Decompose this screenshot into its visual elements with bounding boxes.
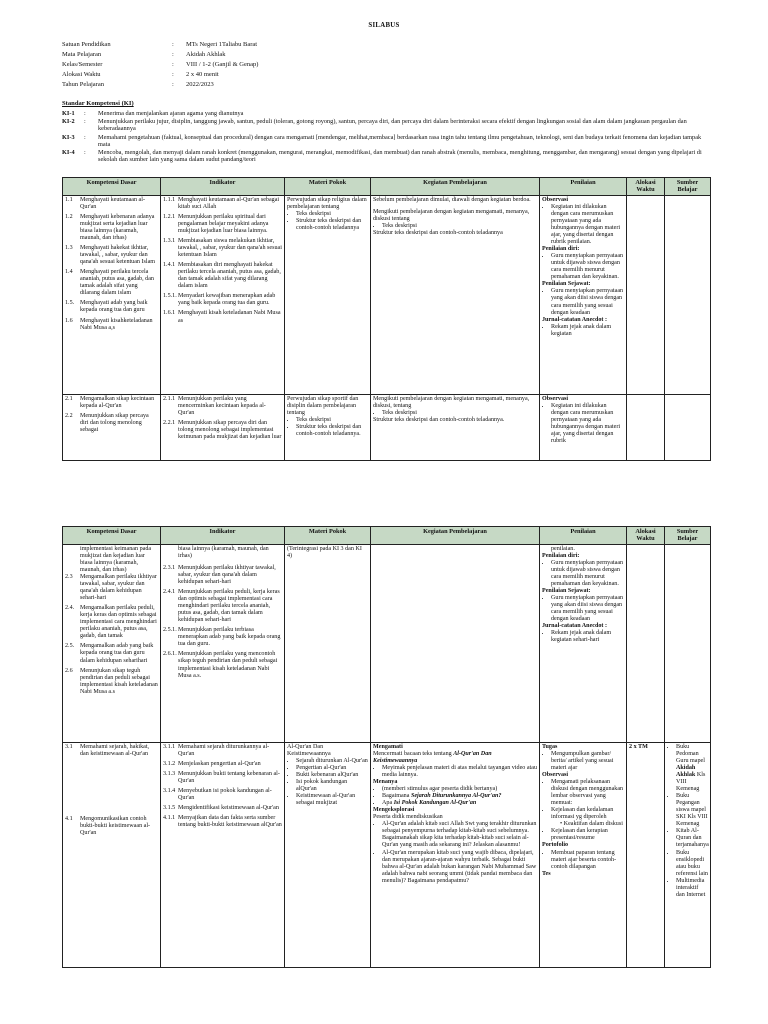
sumber-cell [665,544,711,742]
standar-kompetensi [62,100,710,165]
list-item: 3.1.3 Menunjukkan bukti tentang kebenaran al-Qur'an [163,770,280,784]
list-item: 1.3.1 Membiasakan siswa melakukan ikhtiar, tawakal, , sabar, syukur dan qana'ah sesuai ketentuan Islam [163,237,282,259]
list-item: 1.6 Menghayati kisahketeladanan Nabi Musa a,s [65,317,153,331]
materi-cell: (Terintegrasi pada KI 3 dan KI 4) [285,544,371,742]
list-item: • Mengumpulkan gambar/ berita/ artikel yang sesuai materi ajar [551,751,624,772]
list-item: • Teks deskripsi [382,410,537,417]
list-item: 2.1.1 Menunjukkan perilaku yang mencerminkan kecintaan kepada al-Qur'an [163,395,266,416]
kegiatan-cell: Mengamati Mencermati bacaan teks tentang Al-Qur'an Dan Keistimewaannya • Meyimak penjelasan materi di atas melalui tayangan video atau media lainnya. Menanya • (memberi stimulus agar peserta didik bertanya) • Bagaimana Sejarah Diturunkannya Al-Qur'an? • Apa Isi Pokok Kandungan Al-Qur'an Mengeksplorasi Peserta didik mendiskusikan • Al-Qur'an adalah kitab suci Allah Swt yang terakhir diturunkan sebagai penyempurna terhadap kitab-kitab suci sebelumnya. Bagaimanakah sikap kita terhadap kitab-kitab suci selain al-Qur'an yang masih ada sekarang ini? Jelaskan alasanmu! • Al-Qur'an merupakan kitab suci yang wajib dibaca, dipelajari, dan merupakan ajaran-ajaran wahyu terbaik. Sebagai bukti bahwa al-Qur'an adalah bukan karangan Nabi Muhammad Saw adalah bahwa nabi seorang ummi (tidak pandai membaca dan menulis)? Bagaimana pendapatmu? [371,742,540,967]
column-header: Alokasi Waktu [627,178,665,196]
ki-code: KI-4 [62,149,75,157]
identity-value: MTs Negeri 1Taliabu Barat [186,41,258,48]
table-row [63,544,711,742]
silabus-table-2 [62,526,711,968]
ki-item: KI-1 : Menerima dan menjalankan ajaran agama yang dianutnya [62,110,710,117]
list-item: • Struktur teks deskripsi dan contoh-contoh teladannya. [296,424,368,438]
list-item: • Struktur teks deskripsi dan contoh-contoh teladannya [296,218,368,232]
column-header: Kompetensi Dasar [63,178,161,196]
identity-label: Kelas/Semester [62,61,103,68]
list-item: 1.4 Menghayati perilaku tercela ananiah, putus asa, gadab, dan tamak adalah sifat yang dilarang dalam islam [65,269,154,297]
identity-label: Tahun Pelajaran [62,81,104,88]
list-item: 2.4. Mengamalkan perilaku peduli, kerja keras dan optimis sebagai implementasi cara menghindari perilaku ananiah, putus asa, gadab, dan tamak [65,605,157,640]
list-item: 3.1.4 Menyebutkan isi pokok kandungan al-Qur'an [163,787,272,801]
ki-code: KI-3 [62,133,75,141]
list-item: • Isi pokok kandungan alQur'an [296,779,368,793]
column-header: Indikator [161,527,285,545]
list-item: 2.2.1 Menunjukkan sikap percaya diri dan tolong menolong sebagai implementasi keimunan pada mukjizat dan kejadian luar [163,419,282,440]
alokasi-cell [627,544,665,742]
table-row [63,394,711,460]
list-item: 2.5. Mengamalkan adab yang baik kepada orang tua dan guru dalam kehidupan seharihari [65,643,154,664]
column-header: Sumber Belajar [665,527,711,545]
column-header: Materi Pokok [285,527,371,545]
list-item: • Guru menyiapkan pernyataan untuk dijawab siswa dengan cara memilih menurut pemahaman dan keyakinan. [551,560,624,588]
list-item: 2.2 Menunjukkan sikap percaya diri dan tolong menolong sebagai [65,412,149,433]
kegiatan-cell: Mengikuti pembelajaran dengan kegiatan mengamati, menanya, diskusi, tentang • Teks deskripsi Struktur teks deskripsi dan contoh-contoh teladannya. [371,394,540,460]
column-header: Materi Pokok [285,178,371,196]
sk-heading: Standar Kompetensi (KI) [62,100,134,107]
assessment-heading: Observasi [542,196,569,203]
ki-code: KI-1 [62,109,75,117]
page-title: SILABUS [368,22,400,29]
list-item: • Guru menyiapkan pernyataan yang akan diisi siswa dengan cara memilih yang sesuai dengan keadaan [551,288,624,316]
identity-row: Kelas/Semester : VIII / 1-2 (Ganjil & Genap) [62,61,258,71]
column-header: Alokasi Waktu [627,527,665,545]
ki-text: Menunjukkan perilaku jujur, disiplin, tanggung jawab, santun, peduli (toleran, gotong royong), santun, percaya diri, dan percaya diri dalam berinteraksi secara efektif dengan lingkungan sosial dan alam dalam jangkauan pergaulan dan keberadaannya [98,117,687,133]
indikator-cell [161,195,285,394]
list-item: • Teks deskripsi [382,223,537,230]
list-item: • Pengertian al-Qur'an [296,765,368,772]
assessment-heading: Penilaian Sejawat: [542,281,591,288]
identity-row: Mata Pelajaran : Akidah Akhlak [62,51,258,61]
materi-cell: Perwujudan sikap sportif dan disiplin dalam pembelajaran tentang • Teks deskripsi • Struktur teks deskripsi dan contoh-contoh teladannya. [285,394,371,460]
identity-value: Akidah Akhlak [186,51,226,58]
ki-item: KI-4 : Mencoba, mengolah, dan menyaji dalam ranah konkret (menggunakan, mengurai, merangkai, memodifikasi, dan membuat) dan ranah abstrak (menulis, membaca, menghitung, menggambar, dan mengarang) sesuai dengan yang dipelajari di sekolah dan sumber lain yang sama dalam sudut pandang/teori [62,149,710,164]
list-item: • Kejelasan dan kedalaman informasi yg diperoleh [551,807,624,821]
list-item: 2.4.1 Menunjukkan perilaku peduli, kerja keras dan optimis sebagai implementasi cara menghindari perilaku tercela ananiah, putus asa, gadab, dan tamak dalam kehidupan sehari-hari [163,588,280,624]
ki-text: Memahami pengetahuan (faktual, konseptual dan procedural) dengan cara mengamati [mendengar, melihat,membaca] berdasarkan rasa ingin tahu tentang ilmu pengetahuan, teknologi, seni dan budaya terkait fenomena dan kejadian tampak mata [98,133,702,148]
column-header: Indikator [161,178,285,196]
list-item: 2.3.1 Menunjukkan perilaku ikhtiyar tawakal, sabar, syukur dan qana'ah dalam kehidupan sehari-hari [163,564,276,585]
list-item: • Teks deskripsi [296,211,368,218]
penilaian-cell [540,195,627,394]
list-item: 2.6 Menunjukan sikap teguh pendirian dan peduli sebagai implementasi kisah keteladanan Nabi Musa a.s [65,667,158,695]
list-item: 1.1.1 Menghayati keutamaan al-Qur'an sebagai kitab suci Allah [163,196,280,210]
column-header: Penilaian [540,178,627,196]
assessment-heading: Observasi [542,395,569,402]
penilaian-cell [540,394,627,460]
list-item: 1.5. Menghayati adab yang baik kepada orang tua dan guru [65,300,148,314]
identity-label: Alokasi Waktu [62,71,101,78]
list-item: 1.3 Menghayati hakekat ikhtiar, tawakal, , sabar, syukur dan qana'ah sesuai ketentuan Islam [65,244,156,266]
identity-label: Satuan Pendidikan [62,41,111,48]
list-item: 2.3 Mengamalkan perilaku ikhtiyar tawakal, sabar, syukur dan qana'ah dalam kehidupan sehari-hari [65,573,157,602]
ki-item: KI-2 : Menunjukkan perilaku jujur, disiplin, tanggung jawab, santun, peduli (toleran, gotong royong), santun, percaya diri, dan percaya diri dalam berinteraksi secara efektif dengan lingkungan sosial dan alam dalam jangkauan pergaulan dan keberadaannya [62,118,710,133]
identity-value: VIII / 1-2 (Ganjil & Genap) [186,61,259,68]
list-item: • Rekam jejak anak dalam kegiatan [551,324,624,338]
alokasi-cell: 2 x TM [627,742,665,967]
alokasi-cell [627,394,665,460]
assessment-heading: Penilaian diri: [542,246,580,253]
ki-item: KI-3 : Memahami pengetahuan (faktual, konseptual dan procedural) dengan cara mengamati [mendengar, melihat,membaca] berdasarkan rasa ingin tahu tentang ilmu pengetahuan, teknologi, seni dan budaya terkait fenomena dan kejadian tampak mata [62,134,710,149]
identity-row: Tahun Pelajaran : 2022/2023 [62,81,258,91]
list-item: 3.1.5 Mengidentifikasi keistimewaan al-Qur'an [163,805,279,812]
identity-value: 2 x 40 menit [186,71,219,78]
list-item: 2.6.1. Menunjukkan perilaku yang mencontoh sikap teguh pendirian dan peduli sebagai implementasi kisah keteladanan Nabi Musa a.s. [163,651,278,679]
identity-label: Mata Pelajaran [62,51,102,58]
ki-text: Menerima dan menjalankan ajaran agama yang dianutnya [98,109,244,117]
list-item: 1.5.1. Menyadari kewajiban menerapkan adab yang baik kepada orang tua dan guru. [163,293,276,307]
indikator-cell: biasa lainnya (karamah, maunah, dan irhas) 2.3.1 Menunjukkan perilaku ikhtiyar tawakal, sabar, syukur dan qana'ah dalam kehidupan sehari-hari 2.4.1 Menunjukkan perilaku peduli, kerja keras dan optimis sebagai implementasi cara menghindari perilaku tercela ananiah, putus asa, gadab, dan tamak dalam kehidupan sehari-hari 2.5.1. Menunjukkan perilaku terbiasa menerapkan adab yang baik kepada orang tua dan guru. 2.6.1. Menunjukkan perilaku yang mencontoh sikap teguh pendirian dan peduli sebagai implementasi kisah keteladanan Nabi Musa a.s. [161,544,285,742]
kd-cell [63,394,161,460]
list-item: 3.1.2 Menjelaskan pengertian al-Qur'an [163,760,261,767]
kd-cell: implementasi keimanan pada mukjizat dan kejadian luar biasa lainnya (karamah, maunah, dan irhas) 2.3 Mengamalkan perilaku ikhtiyar tawakal, sabar, syukur dan qana'ah dalam kehidupan sehari-hari 2.4. Mengamalkan perilaku peduli, kerja keras dan optimis sebagai implementasi cara menghindari perilaku ananiah, putus asa, gadab, dan tamak 2.5. Mengamalkan adab yang baik kepada orang tua dan guru dalam kehidupan seharihari 2.6 Menunjukan sikap teguh pendirian dan peduli sebagai implementasi kisah keteladanan Nabi Musa a.s [63,544,161,742]
sumber-cell [665,394,711,460]
silabus-table-1 [62,177,711,461]
identity-row: Alokasi Waktu : 2 x 40 menit [62,71,258,81]
assessment-heading: Penilaian Sejawat: [542,587,591,594]
table-row [63,742,711,967]
list-item: 2.1 Mengamalkan sikap kecintaan kepada al-Qur'an [65,395,155,409]
column-header: Kompetensi Dasar [63,527,161,545]
sumber-cell: • Buku Pedoman Guru mapel Akidah Akhlak Kls VIII Kemenag • Buku Pegangan siswa mapel SKI Kls VIII Kemenag • Kitab Al-Quran dan terjamahanya • Buku ensiklopedi atau buku referensi lain • Multimedia interaktif dan Internet [665,742,711,967]
alokasi-cell [627,195,665,394]
kegiatan-cell [371,544,540,742]
list-item: • Kejelasan dan kerapian presentasi/resume [551,828,624,842]
list-item: 1.6.1 Menghayati kisah keteladanan Nabi Musa as [163,310,281,324]
identity-row: Satuan Pendidikan : MTs Negeri 1Taliabu Barat [62,41,258,51]
list-item: 1.2 Menghayati kebenaran adanya mukjizat serta kejadian luar biasa lainnya (karamah, maunah, dan irhas) [65,213,155,241]
materi-cell: Al-Qur'an Dan Keistimewaannya • Sejarah diturunkan Al-Qur'an • Pengertian al-Qur'an • Bukti kebenaran alQur'an • Isi pokok kandungan alQur'an • Keistimewaan al-Qur'an sebagai mukjizat [285,742,371,967]
list-item: 4.1.1 Menyajikan data dan fakta serta sumber tentang bukti-bukti keistimewaan alQur'an [163,815,282,829]
list-item: • Mengamati pelaksanaan diskusi dengan menggunakan lembar observasi yang memuat: [551,779,624,807]
list-item: • Kegiatan ini dilakukan dengan cara merumuskan pernyataan yang ada hubungannya dengan materi ajar, yang disertai dengan rubrik penilaian. [551,204,624,246]
list-item: 1.1 Menghayati keutamaan al-Qur'an [65,196,145,210]
kegiatan-cell: Sebelum pembelajaran dimulai, diawali dengan kegiatan berdoa. Mengikuti pembelajaran dengan kegiatan mengamati, menanya, diskusi tentang • Teks deskripsi Struktur teks deskripsi dan contoh-contoh teladannya [371,195,540,394]
materi-cell: Perwujudan sikap religius dalam pembelajaran tentang • Teks deskripsi • Struktur teks deskripsi dan contoh-contoh teladannya [285,195,371,394]
column-header: Sumber Belajar [665,178,711,196]
column-header: Kegiatan Pembelajaran [371,178,540,196]
list-item: • Rekam jejak anak dalam kegiatan sehari-hari [551,630,624,644]
indikator-cell [161,742,285,967]
list-item: 1.4.1 Membiasakan diri menghayati hakekat perilaku tercela ananiah, putus asa, gadab, dan tamak adalah sifat yang dilarang dalam islam [163,262,281,290]
column-header: Kegiatan Pembelajaran [371,527,540,545]
list-item: • Sejarah diturunkan Al-Qur'an [296,758,368,765]
list-item: 3.1.1 Memahami sejarah diturunkannya al-Qur'an [163,743,270,757]
list-item: • Keistimewaan al-Qur'an sebagai mukjizat [296,793,368,807]
kd-cell: 3.1 Memahami sejarah, hakikat, dan keistimewaan al-Qur'an 4.1 Mengomunikasikan contoh bukti-bukti keistimewaan al-Qur'an [63,742,161,967]
ki-code: KI-2 [62,117,75,125]
ki-text: Mencoba, mengolah, dan menyaji dalam ranah konkret (menggunakan, mengurai, merangkai, memodifikasi, dan membuat) dan ranah abstrak (menulis, membaca, menghitung, menggambar, dan mengarang) sesuai dengan yang dipelajari di sekolah dan sumber lain yang sama dalam sudut pandang/teori [98,149,702,164]
list-item: • Bukti kebenaran alQur'an [296,772,368,779]
kd-cell [63,195,161,394]
indikator-cell [161,394,285,460]
list-item: 1.2.1 Menunjukkan perilaku spiritual dari pengalaman belajar meyakini adanya mukjizat kejadian luar biasa lainnya. [163,213,269,234]
identity-block [62,41,258,91]
assessment-heading: Jurnal-catatan Anecdot : [542,623,607,630]
table-row [63,195,711,394]
penilaian-cell: penilaian. Penilaian diri: • Guru menyiapkan pernyataan untuk dijawab siswa dengan cara memilih menurut pemahaman dan keyakinan. Penilaian Sejawat: • Guru menyiapkan pernyataan yang akan diisi siswa dengan cara memilih yang sesuai dengan keadaan Jurnal-catatan Anecdot : • Rekam jejak anak dalam kegiatan sehari-hari [540,544,627,742]
sumber-cell [665,195,711,394]
penilaian-cell: Tugas • Mengumpulkan gambar/ berita/ artikel yang sesuai materi ajar Observasi • Mengamati pelaksanaan diskusi dengan menggunakan lembar observasi yang memuat: • Kejelasan dan kedalaman informasi yg diperoleh • Keaktifan dalam diskusi • Kejelasan dan kerapian presentasi/resume Portofolio • Membuat paparan tentang materi ajar beserta contoh-contoh dilapangan Tes [540,742,627,967]
identity-value: 2022/2023 [186,81,214,88]
list-item: • Teks deskripsi [296,417,368,424]
list-item: 2.5.1. Menunjukkan perilaku terbiasa menerapkan adab yang baik kepada orang tua dan guru. [163,627,281,648]
column-header: Penilaian [540,527,627,545]
list-item: • Kegiatan ini dilakukan dengan cara merumuskan pernyataan yang ada hubungannya dengan materi ajar, yang disertai dengan rubrik [551,403,624,445]
list-item: • Guru menyiapkan pernyataan untuk dijawab siswa dengan cara memilih menurut pemahaman dan keyakinan. [551,253,624,281]
assessment-heading: Penilaian diri: [542,552,580,559]
list-item: • Guru menyiapkan pernyataan yang akan diisi siswa dengan cara memilih yang sesuai dengan keadaan [551,595,624,623]
assessment-heading: Jurnal-catatan Anecdot : [542,316,607,323]
list-item: • Membuat paparan tentang materi ajar beserta contoh-contoh dilapangan [551,850,624,871]
